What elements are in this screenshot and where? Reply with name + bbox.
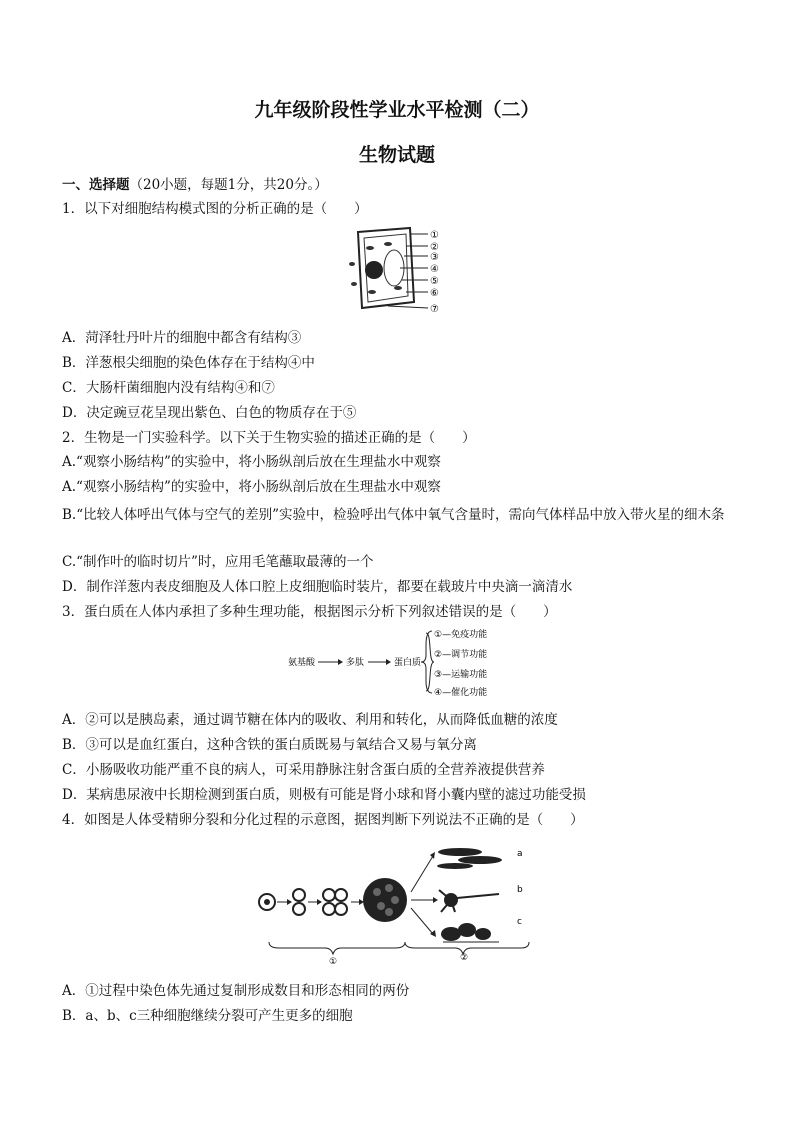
label-a: a [517, 849, 523, 859]
chain-amino-acid: 氨基酸 [288, 658, 316, 668]
q1-label-6: ⑥ [430, 288, 439, 299]
chain-protein: 蛋白质 [394, 658, 422, 668]
q3-stem: 3．蛋白质在人体内承担了多种生理功能，根据图示分析下列叙述错误的是（ ） [62, 604, 557, 620]
page-subtitle: 生物试题 [358, 144, 435, 166]
function-3: ③—运输功能 [434, 670, 488, 680]
section-note: （20小题，每题1分，共20分。） [129, 177, 328, 193]
label-b: b [517, 885, 523, 895]
page-title: 九年级阶段性学业水平检测（二） [254, 99, 540, 121]
section-heading: 一、选择题 [62, 177, 130, 193]
cell-division-diagram [255, 842, 535, 964]
function-1: ①—免疫功能 [434, 630, 488, 640]
q1-stem: 1．以下对细胞结构模式图的分析正确的是（ ） [62, 201, 368, 217]
q4-stem: 4．如图是人体受精卵分裂和分化过程的示意图，据图判断下列说法不正确的是（ ） [62, 812, 584, 828]
protein-diagram [286, 625, 516, 700]
label-process-1: ① [329, 957, 338, 964]
q4-option-a: A．①过程中染色体先通过复制形成数目和形态相同的两份 [62, 983, 410, 999]
q1-option-b: B．洋葱根尖细胞的染色体存在于结构④中 [62, 355, 315, 371]
q1-label-2: ② [430, 242, 439, 253]
q3-option-b: B．③可以是血红蛋白，这种含铁的蛋白质既易与氧结合又易与氧分离 [62, 737, 477, 753]
q2-stem: 2．生物是一门实验科学。以下关于生物实验的描述正确的是（ ） [62, 430, 476, 446]
q2-option-a2: A.“观察小肠结构”的实验中，将小肠纵剖后放在生理盐水中观察 [62, 479, 441, 495]
q2-option-d: D．制作洋葱内表皮细胞及人体口腔上皮细胞临时装片，都要在载玻片中央滴一滴清水 [62, 579, 573, 595]
cell-diagram [340, 222, 460, 322]
label-c: c [517, 917, 522, 927]
section-heading-row [62, 176, 732, 194]
label-process-2: ② [460, 953, 469, 963]
chain-polypeptide: 多肽 [346, 658, 365, 668]
function-2: ②—调节功能 [434, 650, 488, 660]
q3-option-c: C．小肠吸收功能严重不良的病人，可采用静脉注射含蛋白质的全营养液提供营养 [62, 762, 545, 778]
q1-label-4: ④ [430, 264, 439, 275]
q1-option-c: C．大肠杆菌细胞内没有结构④和⑦ [62, 380, 275, 396]
q1-label-3: ③ [430, 252, 439, 263]
q1-option-a: A．菏泽牡丹叶片的细胞中都含有结构③ [62, 330, 302, 346]
q1-option-d: D．决定豌豆花呈现出紫色、白色的物质存在于⑤ [62, 405, 357, 421]
q2-option-a1: A.“观察小肠结构”的实验中，将小肠纵剖后放在生理盐水中观察 [62, 454, 441, 470]
q3-option-d: D．某病患尿液中长期检测到蛋白质，则极有可能是肾小球和肾小囊内壁的滤过功能受损 [62, 787, 586, 803]
function-4: ④—催化功能 [434, 688, 488, 698]
q2-option-b: B.“比较人体呼出气体与空气的差别”实验中，检验呼出气体中氧气含量时，需向气体样品中放入带火星的细木条 [62, 507, 725, 523]
q1-label-1: ① [430, 230, 439, 241]
q3-option-a: A．②可以是胰岛素，通过调节糖在体内的吸收、利用和转化，从而降低血糖的浓度 [62, 712, 558, 728]
q4-option-b: B．a、b、c三种细胞继续分裂可产生更多的细胞 [62, 1008, 353, 1024]
q1-label-7: ⑦ [430, 304, 439, 315]
q2-option-c: C.“制作叶的临时切片”时，应用毛笔蘸取最薄的一个 [62, 554, 374, 570]
q1-label-5: ⑤ [430, 276, 439, 287]
